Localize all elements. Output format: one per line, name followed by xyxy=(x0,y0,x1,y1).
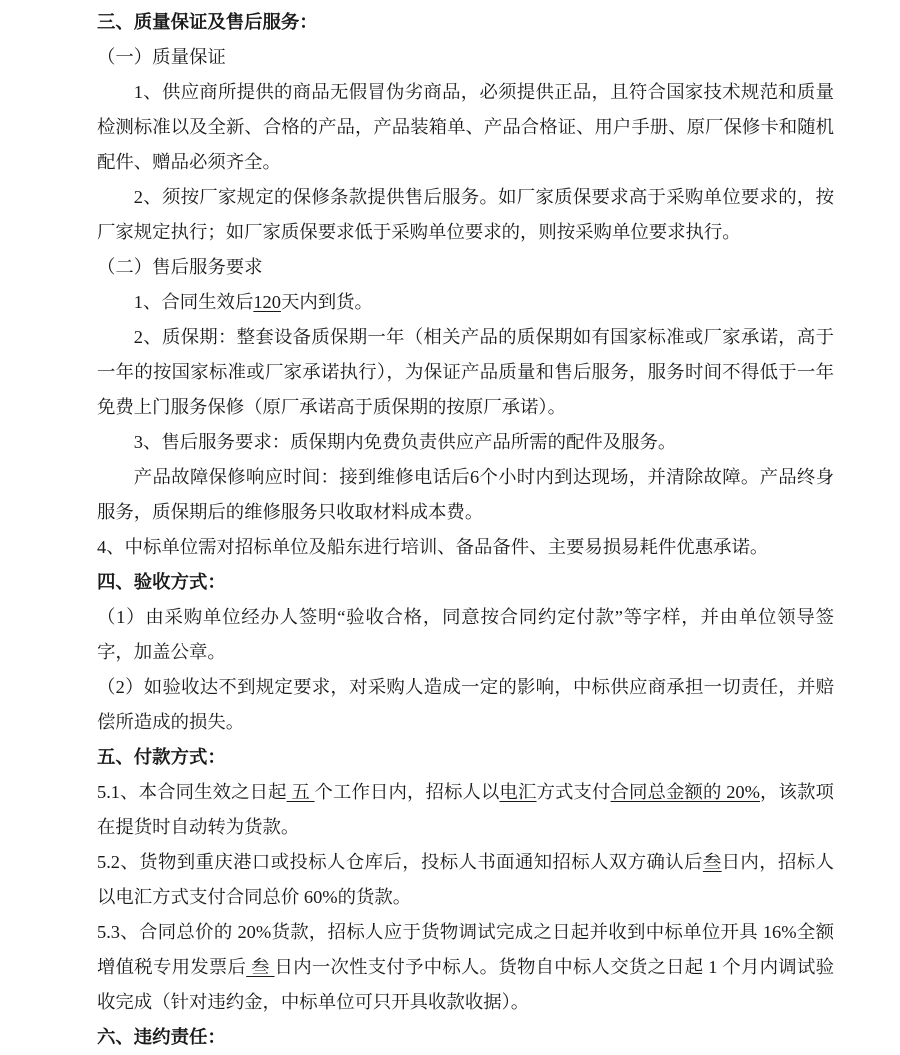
paragraph xyxy=(97,915,834,1020)
text-run: 日内，招标人以电汇方式支付合同总价 60%的货款。 xyxy=(97,852,834,907)
text-run: 四、验收方式： xyxy=(97,572,226,592)
paragraph xyxy=(97,460,834,530)
paragraph xyxy=(97,530,834,565)
text-run: 5.3、合同总价的 20%货款，招标人应于货物调试完成之日起并收到中标单位开具 16%全额增值税专用发票后 xyxy=(97,922,834,977)
text-run: 1、供应商所提供的商品无假冒伪劣商品，必须提供正品，且符合国家技术规范和质量检测标准以及全新、合格的产品，产品装箱单、产品合格证、用户手册、原厂保修卡和随机配件、赠品必须齐全。 xyxy=(97,82,834,172)
text-run: 5.1、本合同生效之日起 xyxy=(97,782,287,802)
paragraph xyxy=(97,75,834,180)
text-run: 方式支付 xyxy=(536,782,611,802)
paragraph xyxy=(97,250,834,285)
paragraph xyxy=(97,775,834,845)
underlined-text: 五 xyxy=(286,782,315,802)
text-run: 1、合同生效后 xyxy=(133,292,254,312)
text-run: 天内到货。 xyxy=(280,292,373,312)
paragraph xyxy=(97,425,834,460)
text-run: （一）质量保证 xyxy=(97,47,226,67)
paragraph xyxy=(97,670,834,740)
text-run: （二）售后服务要求 xyxy=(97,257,263,277)
paragraph xyxy=(97,320,834,425)
text-run: 3、售后服务要求：质保期内免费负责供应产品所需的配件及服务。 xyxy=(133,432,677,452)
paragraph xyxy=(97,845,834,915)
text-run: 五、付款方式： xyxy=(97,747,226,767)
section-heading xyxy=(97,1020,834,1055)
section-heading xyxy=(97,5,834,40)
underlined-text: 120 xyxy=(253,292,281,312)
section-heading xyxy=(97,740,834,775)
text-run: 个工作日内，招标人以 xyxy=(314,782,500,802)
underlined-text: 合同总金额的 20% xyxy=(610,782,760,802)
paragraph xyxy=(97,600,834,670)
text-run: 日内一次性支付予中标人。货物自中标人交货之日起 1 个月内调试验收完成（针对违约金，中标单位可只开具收款收据）。 xyxy=(97,957,834,1012)
text-run: 产品故障保修响应时间：接到维修电话后6个小时内到达现场，并清除故障。产品终身服务，质保期后的维修服务只收取材料成本费。 xyxy=(97,467,834,522)
underlined-text: 叁 xyxy=(246,957,275,977)
text-run: 三、质量保证及售后服务： xyxy=(97,12,318,32)
contract-text xyxy=(97,5,834,1055)
underlined-text: 电汇 xyxy=(499,782,537,802)
text-run: （1）由采购单位经办人签明“验收合格，同意按合同约定付款”等字样，并由单位领导签字，加盖公章。 xyxy=(97,607,834,662)
text-run: （2）如验收达不到规定要求，对采购人造成一定的影响，中标供应商承担一切责任，并赔偿所造成的损失。 xyxy=(97,677,834,732)
text-run: ，该款项在提货时自动转为货款。 xyxy=(97,782,834,837)
text-run: 2、须按厂家规定的保修条款提供售后服务。如厂家质保要求高于采购单位要求的，按厂家规定执行；如厂家质保要求低于采购单位要求的，则按采购单位要求执行。 xyxy=(97,187,834,242)
section-heading xyxy=(97,565,834,600)
paragraph xyxy=(97,180,834,250)
paragraph xyxy=(97,40,834,75)
text-run: 2、质保期：整套设备质保期一年（相关产品的质保期如有国家标准或厂家承诺，高于一年的按国家标准或厂家承诺执行），为保证产品质量和售后服务，服务时间不得低于一年免费上门服务保修（原厂承诺高于质保期的按原厂承诺）。 xyxy=(97,327,834,417)
paragraph xyxy=(97,285,834,320)
text-run: 5.2、货物到重庆港口或投标人仓库后，投标人书面通知招标人双方确认后 xyxy=(97,852,703,872)
underlined-text: 叁 xyxy=(702,852,722,872)
text-run: 4、中标单位需对招标单位及船东进行培训、备品备件、主要易损易耗件优惠承诺。 xyxy=(97,537,769,557)
text-run: 六、违约责任： xyxy=(97,1027,226,1047)
